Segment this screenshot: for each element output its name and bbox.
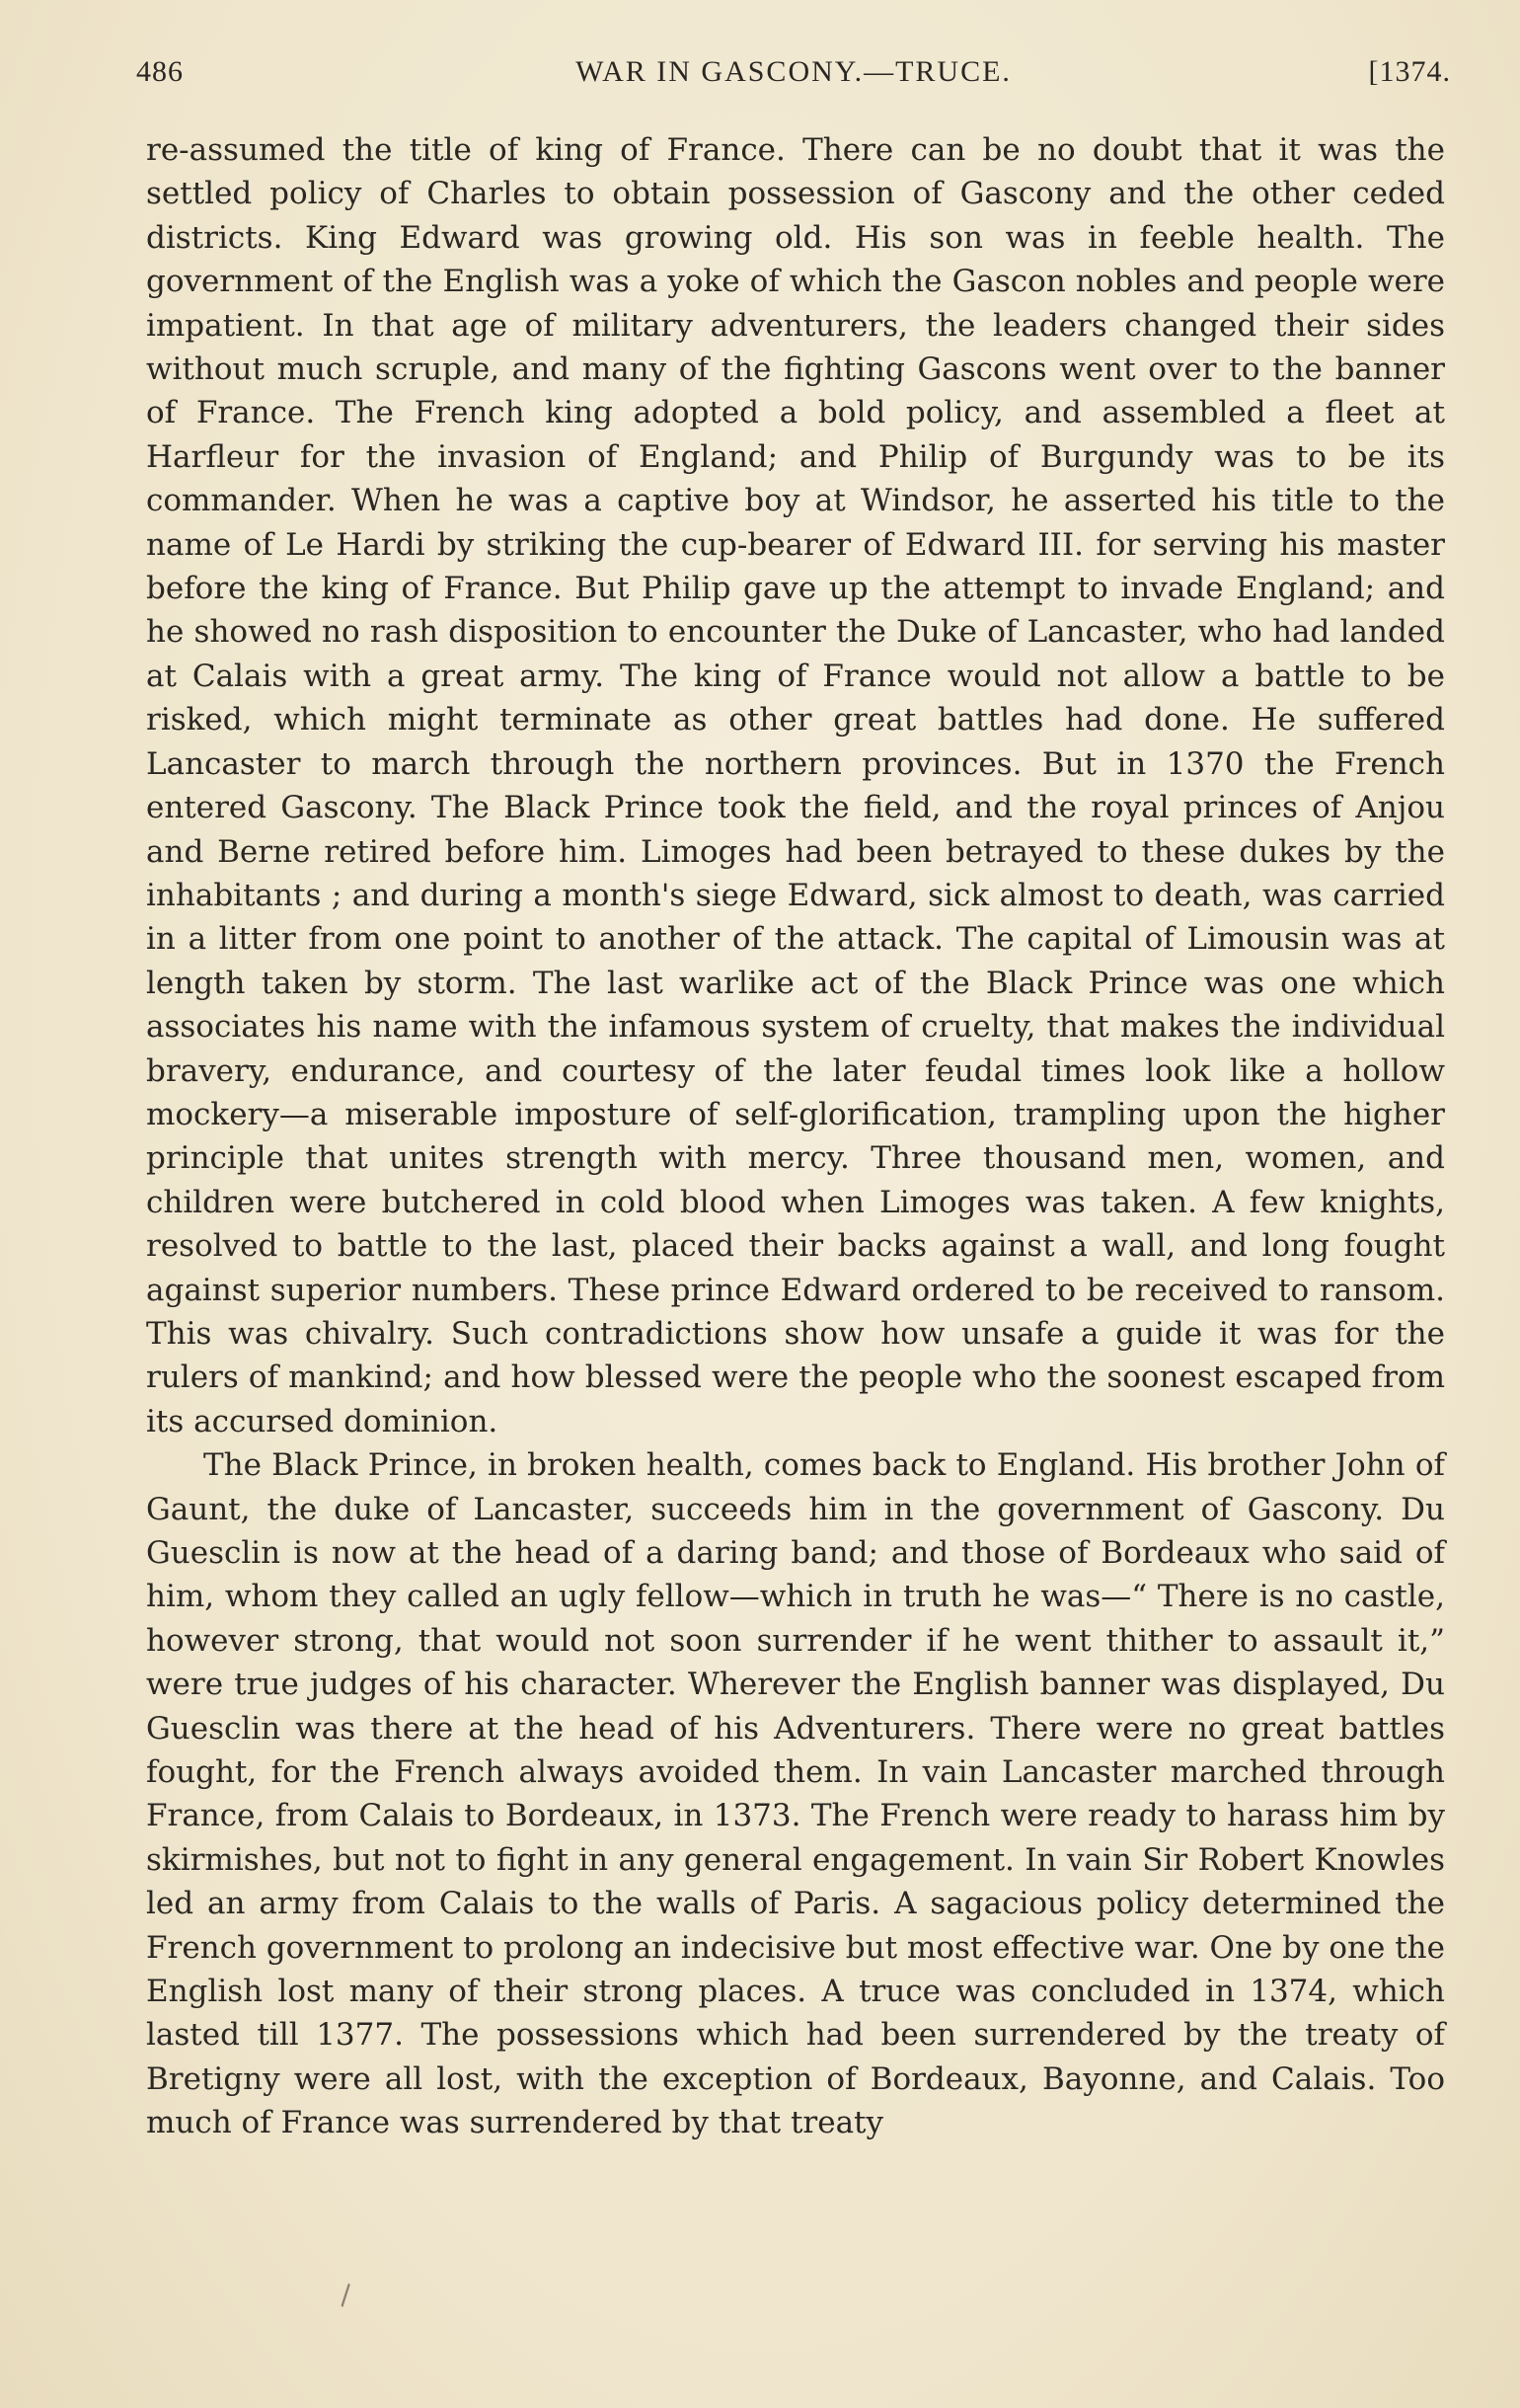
header-year: [1374. bbox=[1368, 55, 1451, 88]
running-title: WAR IN GASCONY.—TRUCE. bbox=[575, 55, 1012, 88]
page-number: 486 bbox=[136, 55, 184, 88]
stray-ink-mark: ∖ bbox=[328, 2276, 361, 2314]
running-header bbox=[136, 55, 1451, 95]
body-text bbox=[146, 128, 1445, 2145]
paragraph-continuation: re-assumed the title of king of France. There can be no doubt that it was the settled policy of Charles to obtain possession of Gascony and the other ceded districts. King Edward was growing old. His son was in feeble health. The government of the English was a yoke of which the Gascon nobles and people were impatient. In that age of military adventurers, the leaders changed their sides without much scruple, and many of the fighting Gascons went over to the banner of France. The French king adopted a bold policy, and assembled a fleet at Harfleur for the invasion of England; and Philip of Burgundy was to be its commander. When he was a captive boy at Windsor, he asserted his title to the name of Le Hardi by striking the cup-bearer of Edward III. for serving his master before the king of France. But Philip gave up the attempt to invade England; and he showed no rash disposition to encounter the Duke of Lancaster, who had landed at Calais with a great army. The king of France would not allow a battle to be risked, which might terminate as other great battles had done. He suffered Lancaster to march through the northern provinces. But in 1370 the French entered Gascony. The Black Prince took the field, and the royal princes of Anjou and Berne retired before him. Limoges had been betrayed to these dukes by the inhabitants ; and during a month's siege Edward, sick almost to death, was carried in a litter from one point to another of the attack. The capital of Limousin was at length taken by storm. The last warlike act of the Black Prince was one which associates his name with the infamous system of cruelty, that makes the individual bravery, endurance, and courtesy of the later feudal times look like a hollow mockery—a miserable imposture of self-glorification, trampling upon the higher principle that unites strength with mercy. Three thousand men, women, and children were butchered in cold blood when Limoges was taken. A few knights, resolved to battle to the last, placed their backs against a wall, and long fought against superior numbers. These prince Edward ordered to be received to ransom. This was chivalry. Such contradictions show how unsafe a guide it was for the rulers of mankind; and how blessed were the people who the soonest escaped from its accursed dominion. bbox=[146, 132, 1445, 1439]
paragraph-black-prince: The Black Prince, in broken health, comes back to England. His brother John of Gaunt, the duke of Lancaster, succeeds him in the government of Gascony. Du Guesclin is now at the head of a daring band; and those of Bordeaux who said of him, whom they called an ugly fellow—which in truth he was—“ There is no castle, however strong, that would not soon surrender if he went thither to assault it,” were true judges of his character. Wherever the English banner was displayed, Du Guesclin was there at the head of his Adventurers. There were no great battles fought, for the French always avoided them. In vain Lancaster marched through France, from Calais to Bordeaux, in 1373. The French were ready to harass him by skirmishes, but not to fight in any general engagement. In vain Sir Robert Knowles led an army from Calais to the walls of Paris. A sagacious policy determined the French government to prolong an indecisive but most effective war. One by one the English lost many of their strong places. A truce was concluded in 1374, which lasted till 1377. The possessions which had been surrendered by the treaty of Bretigny were all lost, with the exception of Bordeaux, Bayonne, and Calais. Too much of France was surrendered by that treaty bbox=[146, 1447, 1445, 2141]
